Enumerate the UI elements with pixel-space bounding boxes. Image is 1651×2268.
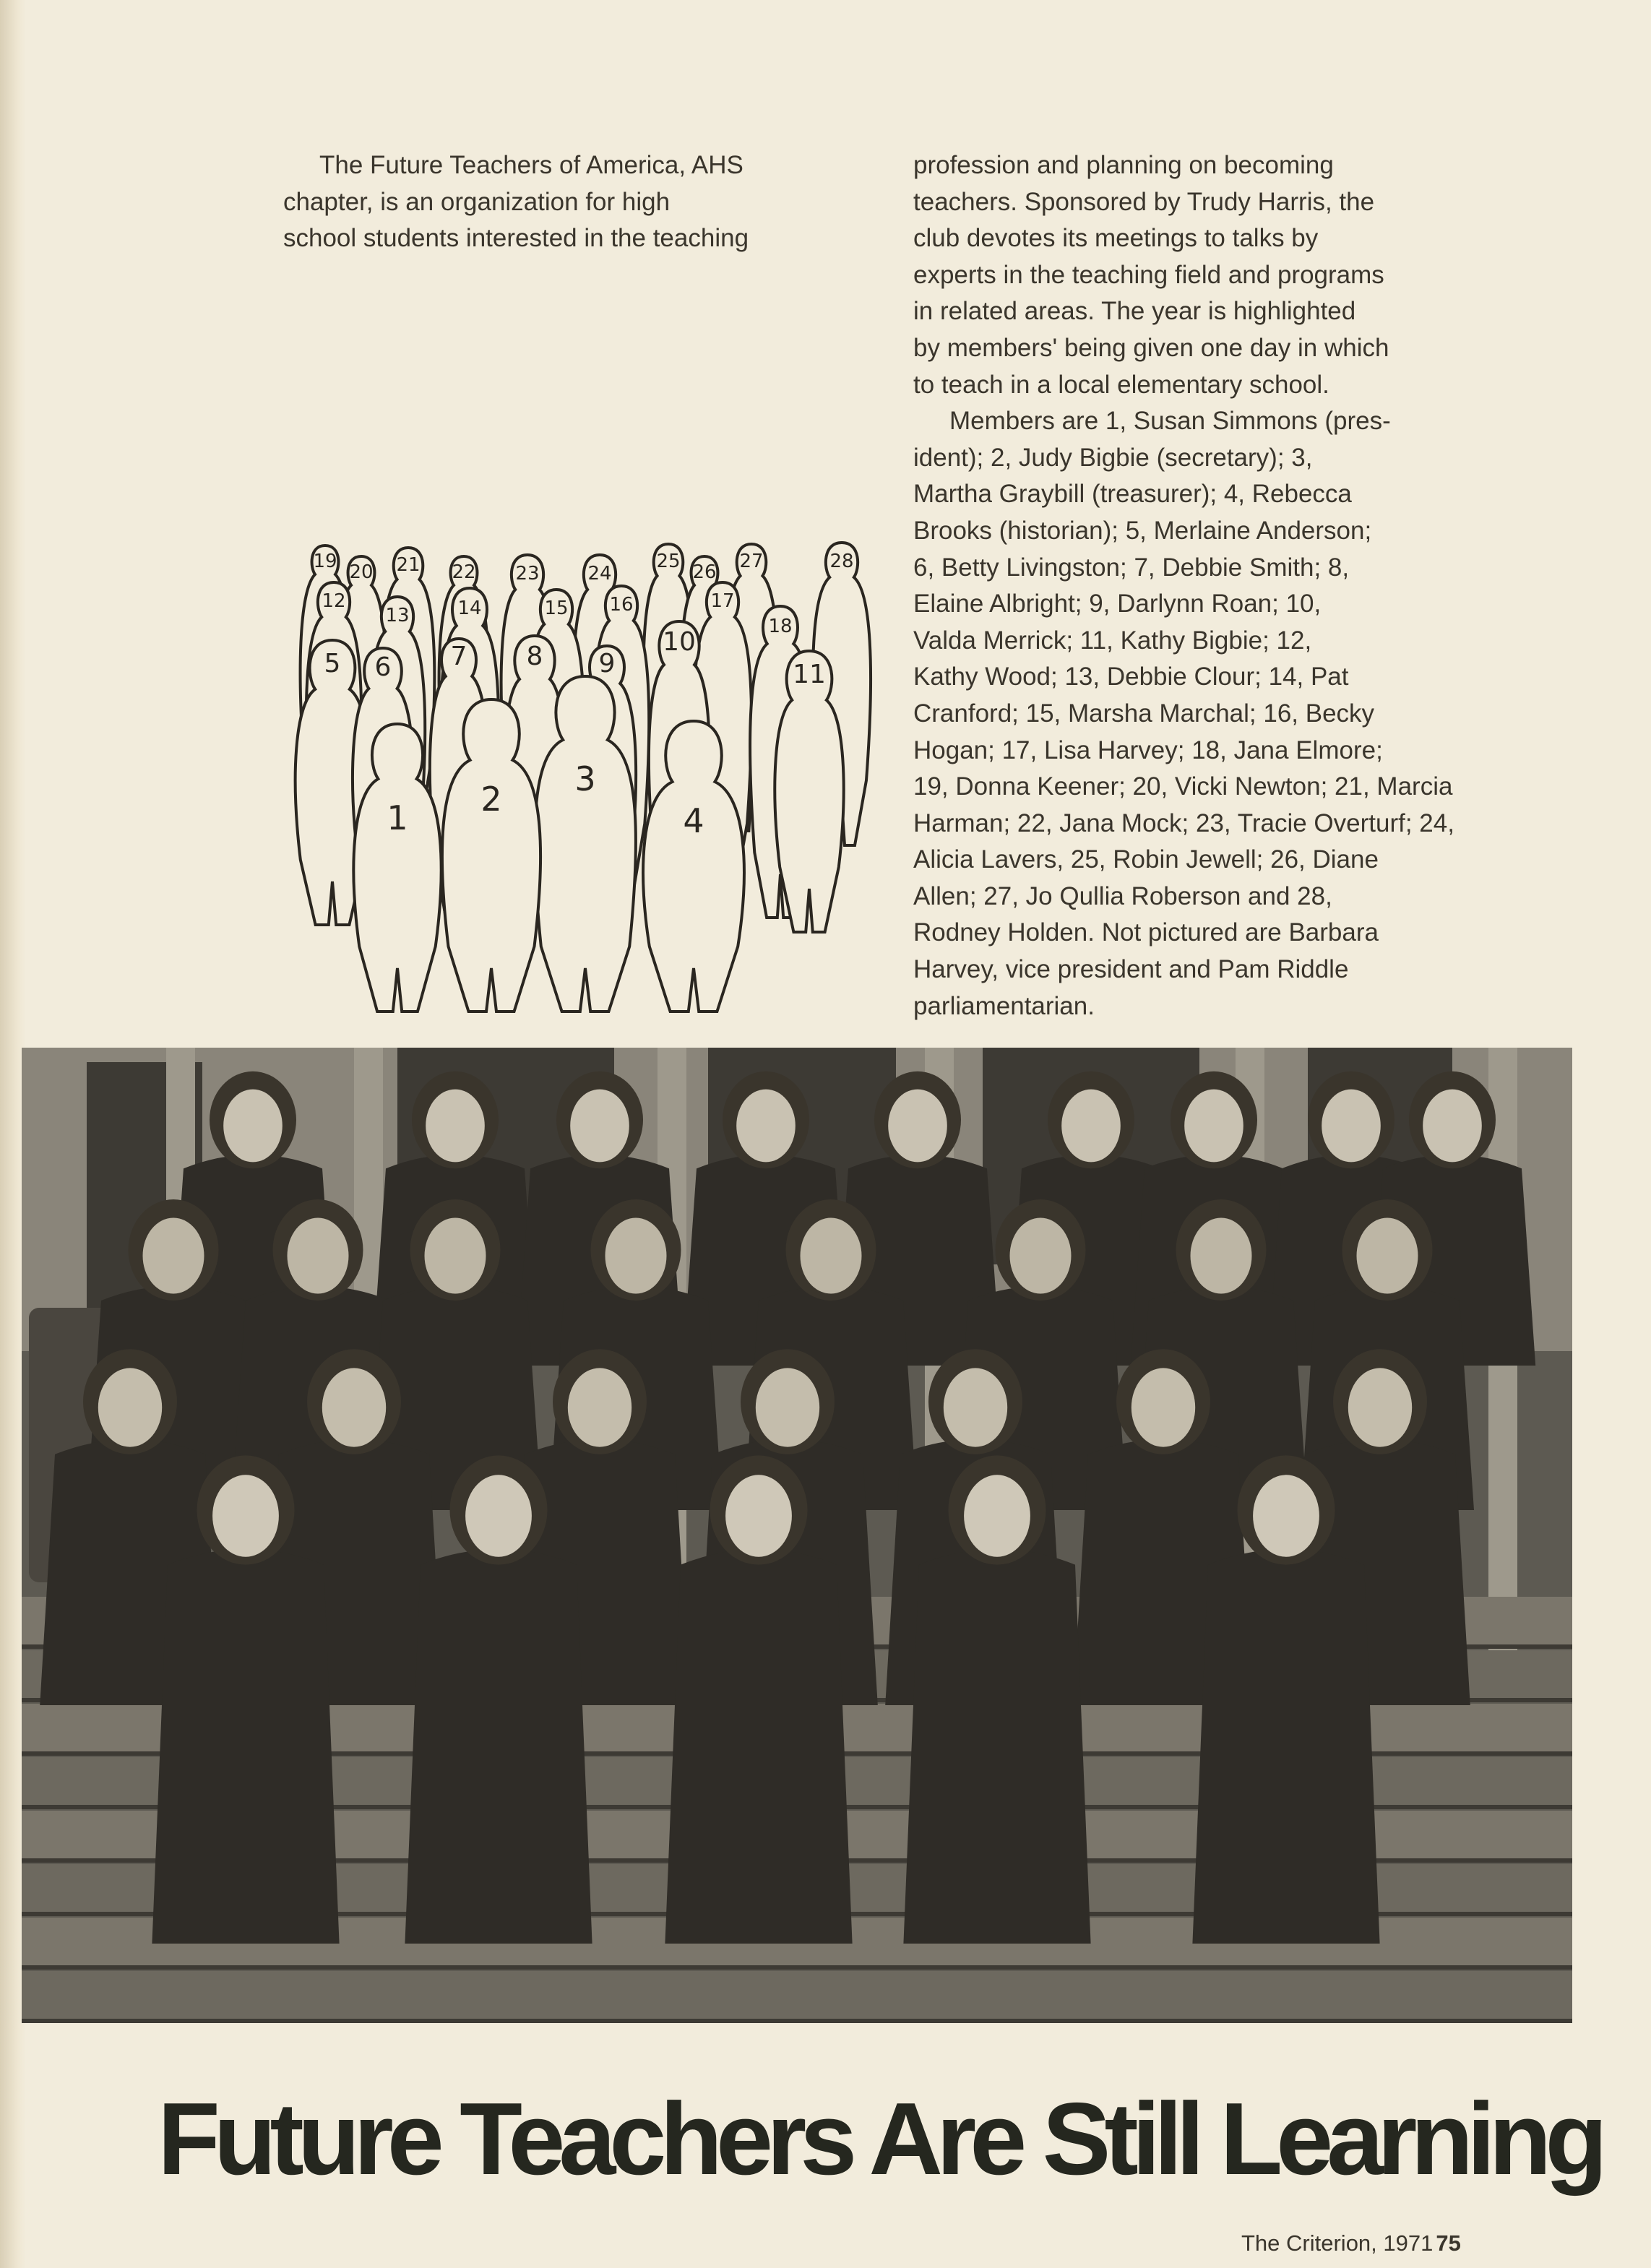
diagram-number-label: 26 <box>692 561 717 583</box>
article-line: teachers. Sponsored by Trudy Harris, the <box>913 187 1375 216</box>
article-line: by members' being given one day in which <box>913 333 1389 362</box>
person-face <box>756 1368 819 1446</box>
article-line: club devotes its meetings to talks by <box>913 224 1319 253</box>
diagram-number-label: 20 <box>349 561 374 583</box>
diagram-number-label: 27 <box>739 551 764 572</box>
diagram-number-label: 1 <box>387 798 408 837</box>
diagram-number-label: 19 <box>313 551 337 572</box>
person-face <box>725 1475 792 1556</box>
diagram-number-label: 28 <box>829 551 854 572</box>
person-face <box>98 1368 162 1446</box>
article-line: experts in the teaching field and programs <box>913 260 1384 289</box>
diagram-number-label: 5 <box>324 649 341 678</box>
diagram-number-label: 18 <box>768 616 793 637</box>
article-line: Rodney Holden. Not pictured are Barbara <box>913 918 1379 947</box>
diagram-number-label: 3 <box>574 759 596 798</box>
person-face <box>964 1475 1030 1556</box>
article-line: to teach in a local elementary school. <box>913 370 1329 399</box>
stair-edge <box>22 1965 1572 1970</box>
article-line: 19, Donna Keener; 20, Vicki Newton; 21, Marcia <box>913 772 1453 801</box>
diagram-number-label: 10 <box>663 627 696 657</box>
article-line: The Future Teachers of America, AHS <box>319 151 743 179</box>
person-face <box>223 1090 283 1163</box>
person-face <box>1191 1218 1252 1294</box>
person-body <box>1192 1549 1379 1944</box>
article-line: 6, Betty Livingston; 7, Debbie Smith; 8, <box>913 553 1350 582</box>
diagram-number-label: 7 <box>450 642 467 671</box>
diagram-number-label: 25 <box>656 551 681 572</box>
article-line: Kathy Wood; 13, Debbie Clour; 14, Pat <box>913 663 1349 691</box>
person-face <box>1184 1090 1243 1163</box>
diagram-number-label: 15 <box>544 598 569 619</box>
person-face <box>888 1090 947 1163</box>
person-body <box>665 1549 852 1944</box>
article-line: Allen; 27, Jo Qullia Roberson and 28, <box>913 881 1332 910</box>
article-line: Cranford; 15, Marsha Marchal; 16, Becky <box>913 699 1375 728</box>
person-face <box>1348 1368 1412 1446</box>
person-face <box>605 1218 667 1294</box>
person-face <box>1131 1368 1195 1446</box>
diagram-number-label: 14 <box>457 598 482 619</box>
person-face <box>322 1368 386 1446</box>
diagram-number-label: 2 <box>480 780 502 819</box>
diagram-number-label: 4 <box>683 801 704 840</box>
person-face <box>736 1090 796 1163</box>
diagram-number-label: 23 <box>515 563 540 585</box>
article-line: Alicia Lavers, 25, Robin Jewell; 26, Diane <box>913 845 1379 874</box>
person-face <box>425 1218 486 1294</box>
person-face <box>1010 1218 1072 1294</box>
person-face <box>1322 1090 1381 1163</box>
person-face <box>426 1090 485 1163</box>
article-line: in related areas. The year is highlighted <box>913 297 1356 326</box>
person-body <box>152 1549 339 1944</box>
article-line: ident); 2, Judy Bigbie (secretary); 3, <box>913 443 1313 472</box>
article-line: Hogan; 17, Lisa Harvey; 18, Jana Elmore; <box>913 736 1383 764</box>
person-face <box>944 1368 1007 1446</box>
page-footer <box>1241 2230 1461 2256</box>
article-line: Harman; 22, Jana Mock; 23, Tracie Overturf; 24, <box>913 809 1454 837</box>
page-headline: Future Teachers Are Still Learning <box>158 2082 1602 2196</box>
person-face <box>568 1368 631 1446</box>
diagram-number-label: 13 <box>385 605 410 626</box>
article-column-right <box>913 147 1600 1025</box>
person-face <box>1253 1475 1319 1556</box>
page-number: 75 <box>1436 2230 1461 2256</box>
member-key-diagram <box>275 513 881 1019</box>
diagram-number-label: 21 <box>396 554 421 576</box>
article-line: profession and planning on becoming <box>913 151 1334 179</box>
article-line: Elaine Albright; 9, Darlynn Roan; 10, <box>913 590 1322 618</box>
article-line: Brooks (historian); 5, Merlaine Anderson; <box>913 516 1372 545</box>
article-line: Harvey, vice president and Pam Riddle <box>913 955 1349 984</box>
diagram-number-label: 24 <box>587 563 612 585</box>
article-line: chapter, is an organization for high <box>283 187 671 216</box>
article-line: parliamentarian. <box>913 991 1095 1020</box>
article-line: Members are 1, Susan Simmons (pres- <box>949 407 1391 436</box>
diagram-number-label: 9 <box>598 649 616 678</box>
article-line: Valda Merrick; 11, Kathy Bigbie; 12, <box>913 626 1312 655</box>
person-face <box>1357 1218 1418 1294</box>
person-face <box>143 1218 204 1294</box>
diagram-number-label: 6 <box>374 652 392 682</box>
person-face <box>288 1218 349 1294</box>
article-column-left <box>283 147 884 257</box>
person-face <box>212 1475 279 1556</box>
person-face <box>801 1218 862 1294</box>
article-line: school students interested in the teaching <box>283 224 749 253</box>
publication-name: The Criterion, 1971 <box>1241 2230 1434 2256</box>
person-face <box>1061 1090 1121 1163</box>
stair-step <box>22 1971 1572 2023</box>
article-line: Martha Graybill (treasurer); 4, Rebecca <box>913 480 1352 509</box>
diagram-number-label: 22 <box>452 561 476 583</box>
person-face <box>1423 1090 1482 1163</box>
person-face <box>465 1475 532 1556</box>
person-body <box>405 1549 592 1944</box>
person-body <box>903 1549 1090 1944</box>
group-photo <box>22 1048 1572 2023</box>
diagram-number-label: 17 <box>710 590 735 612</box>
diagram-number-label: 8 <box>526 642 543 671</box>
diagram-number-label: 16 <box>609 594 634 616</box>
person-face <box>570 1090 629 1163</box>
diagram-number-label: 12 <box>322 590 346 612</box>
stair-edge <box>22 2019 1572 2023</box>
diagram-number-label: 11 <box>793 660 826 689</box>
